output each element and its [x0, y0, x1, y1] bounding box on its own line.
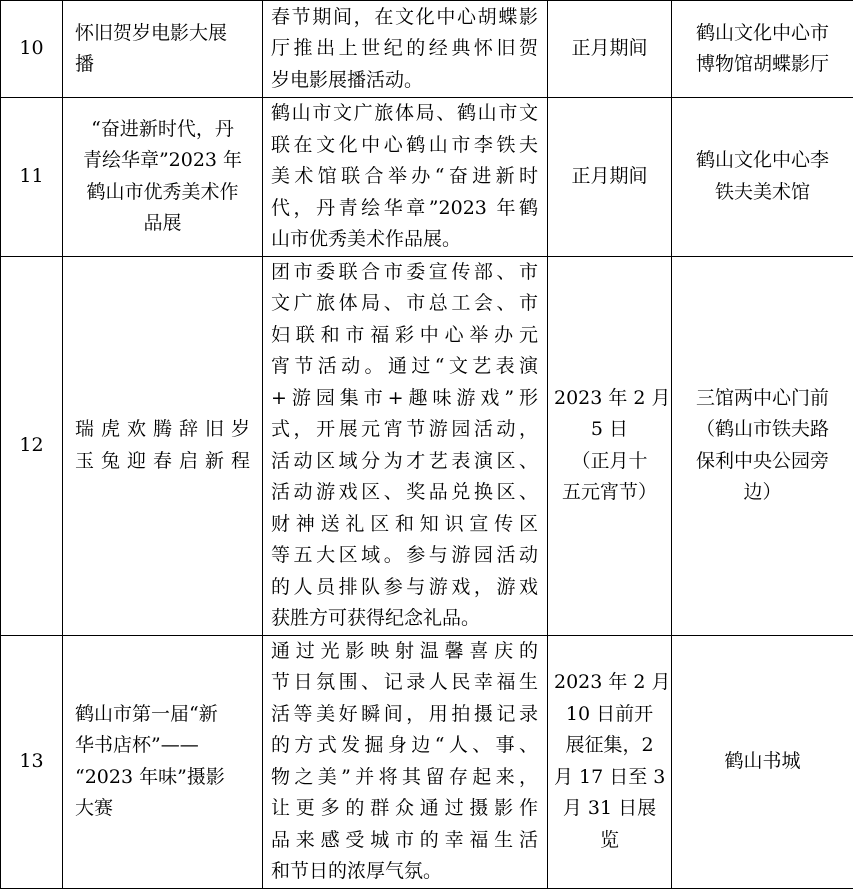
- activity-place: [672, 635, 853, 888]
- place-line: 博物馆胡蝶影厅: [678, 49, 847, 81]
- activity-time: [548, 1, 672, 98]
- row-number: 10: [1, 1, 63, 98]
- name-line: 鹤山市第一届“新: [75, 699, 250, 731]
- activity-name: [63, 256, 263, 635]
- activity-place: [672, 256, 853, 635]
- time-line: 月 17 日至 3: [554, 762, 665, 794]
- place-line: 铁夫美术馆: [678, 177, 847, 209]
- place-line: 边）: [678, 477, 847, 509]
- name-line: 青绘华章”2023 年: [75, 145, 250, 177]
- desc-line: 品来感受城市的幸福生活: [271, 825, 538, 857]
- desc-line: 联在文化中心鹤山市李铁夫: [271, 130, 538, 162]
- activity-name: [63, 1, 263, 98]
- desc-line: 和节日的浓厚气氛。: [271, 856, 538, 888]
- activity-place: [672, 1, 853, 98]
- activity-description: [263, 635, 548, 888]
- row-number: 12: [1, 256, 63, 635]
- place-line: （鹤山市铁夫路: [678, 414, 847, 446]
- desc-line: 活动游戏区、奖品兑换区、: [271, 477, 538, 509]
- time-line: 10 日前开: [554, 699, 665, 731]
- desc-line: 厅推出上世纪的经典怀旧贺: [271, 33, 538, 65]
- desc-line: 式，开展元宵节游园活动，: [271, 414, 538, 446]
- place-line: 三馆两中心门前: [678, 383, 847, 415]
- desc-line: 让更多的群众通过摄影作: [271, 793, 538, 825]
- name-line: 怀旧贺岁电影大展: [75, 18, 250, 50]
- desc-line: +游园集市+趣味游戏”形: [271, 383, 538, 415]
- desc-line: 的方式发掘身边“人、事、: [271, 730, 538, 762]
- name-line: 华书店杯”——: [75, 730, 250, 762]
- activity-description: [263, 1, 548, 98]
- activity-place: [672, 98, 853, 257]
- time-line: 展征集，2: [554, 730, 665, 762]
- name-line: 品展: [75, 208, 250, 240]
- desc-line: 活等美好瞬间，用拍摄记录: [271, 699, 538, 731]
- name-line: 大赛: [75, 793, 250, 825]
- desc-line: 妇联和市福彩中心举办元: [271, 320, 538, 352]
- desc-line: 财神送礼区和知识宣传区: [271, 509, 538, 541]
- desc-line: 代，丹青绘华章”2023 年鹤: [271, 193, 538, 225]
- table-row: [1, 256, 853, 635]
- activity-time: [548, 635, 672, 888]
- desc-line: 美术馆联合举办“奋进新时: [271, 161, 538, 193]
- table-body: [1, 1, 853, 889]
- activity-description: [263, 98, 548, 257]
- activity-name: [63, 635, 263, 888]
- name-line: 瑞虎欢腾辞旧岁: [75, 414, 250, 446]
- name-line: 玉兔迎春启新程: [75, 446, 250, 478]
- desc-line: 文广旅体局、市总工会、市: [271, 288, 538, 320]
- time-line: 2023 年 2 月: [554, 667, 665, 699]
- table-row: [1, 98, 853, 257]
- desc-line: 的人员排队参与游戏，游戏: [271, 572, 538, 604]
- activity-description: [263, 256, 548, 635]
- place-line: 鹤山书城: [678, 746, 847, 778]
- time-line: 正月期间: [554, 33, 665, 65]
- desc-line: 宵节活动。通过“文艺表演: [271, 351, 538, 383]
- time-line: 正月期间: [554, 161, 665, 193]
- name-line: 鹤山市优秀美术作: [75, 177, 250, 209]
- desc-line: 山市优秀美术作品展。: [271, 224, 538, 256]
- activity-time: [548, 256, 672, 635]
- desc-line: 团市委联合市委宣传部、市: [271, 257, 538, 289]
- name-line: 播: [75, 49, 250, 81]
- table-row: [1, 1, 853, 98]
- desc-line: 活动区域分为才艺表演区、: [271, 446, 538, 478]
- desc-line: 岁电影展播活动。: [271, 65, 538, 97]
- place-line: 鹤山文化中心李: [678, 145, 847, 177]
- activity-time: [548, 98, 672, 257]
- row-number: 11: [1, 98, 63, 257]
- desc-line: 获胜方可获得纪念礼品。: [271, 603, 538, 635]
- time-line: 2023 年 2 月: [554, 383, 665, 415]
- table-row: [1, 635, 853, 888]
- desc-line: 节日氛围、记录人民幸福生: [271, 667, 538, 699]
- time-line: 览: [554, 825, 665, 857]
- time-line: 5 日: [554, 414, 665, 446]
- activity-name: [63, 98, 263, 257]
- row-number: 13: [1, 635, 63, 888]
- time-line: （正月十: [554, 446, 665, 478]
- desc-line: 春节期间，在文化中心胡蝶影: [271, 2, 538, 34]
- time-line: 五元宵节）: [554, 477, 665, 509]
- place-line: 保利中央公园旁: [678, 446, 847, 478]
- desc-line: 通过光影映射温馨喜庆的: [271, 636, 538, 668]
- time-line: 月 31 日展: [554, 793, 665, 825]
- name-line: “奋进新时代，丹: [75, 114, 250, 146]
- desc-line: 等五大区域。参与游园活动: [271, 540, 538, 572]
- place-line: 鹤山文化中心市: [678, 18, 847, 50]
- name-line: “2023 年味”摄影: [75, 762, 250, 794]
- desc-line: 鹤山市文广旅体局、鹤山市文: [271, 98, 538, 130]
- desc-line: 物之美”并将其留存起来，: [271, 762, 538, 794]
